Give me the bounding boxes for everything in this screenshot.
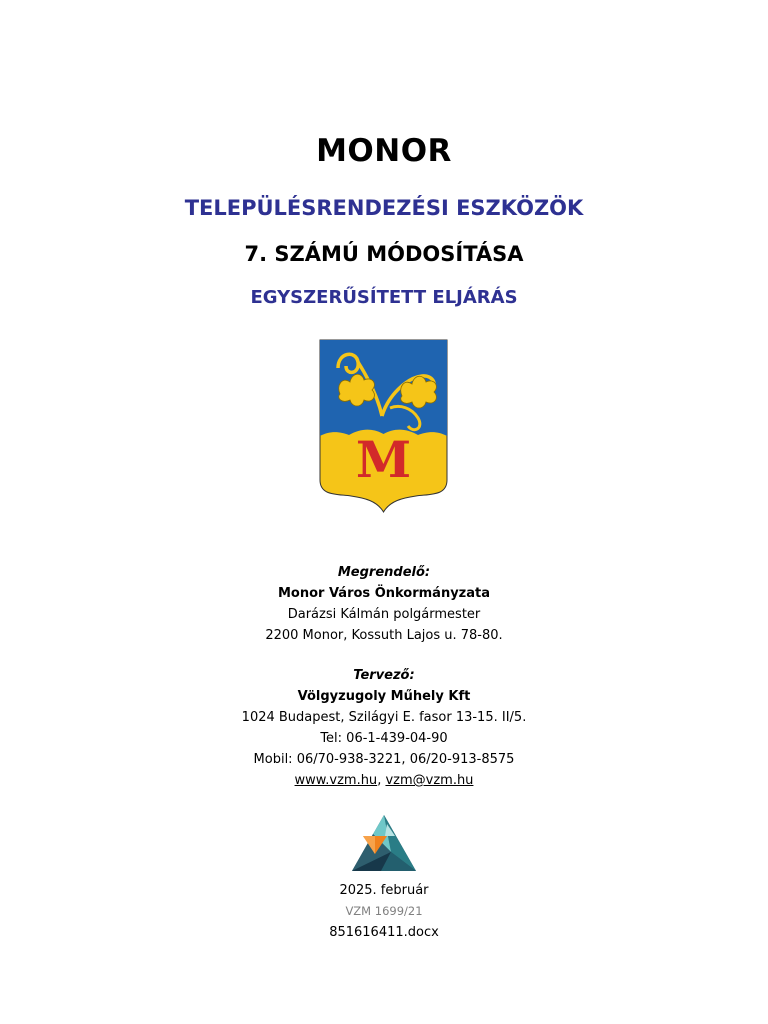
footer-block: [0, 880, 768, 943]
planner-tel: Tel: 06-1-439-04-90: [320, 731, 448, 746]
planner-name: Völgyzugoly Műhely Kft: [297, 689, 471, 704]
document-date: 2025. február: [339, 883, 429, 898]
client-person: Darázsi Kálmán polgármester: [287, 607, 481, 622]
svg-text:M: M: [355, 430, 412, 489]
modification-heading: 7. SZÁMÚ MÓDOSÍTÁSA: [244, 242, 524, 266]
email-link[interactable]: vzm@vzm.hu: [385, 773, 474, 788]
crest-letter: [356, 430, 411, 489]
client-name: Monor Város Önkormányzata: [277, 586, 491, 601]
project-reference: VZM 1699/21: [345, 904, 423, 918]
website-link[interactable]: www.vzm.hu: [294, 773, 378, 788]
document-subtitle: TELEPÜLÉSRENDEZÉSI ESZKÖZÖK: [184, 196, 584, 220]
planner-links: [0, 770, 768, 791]
client-label: Megrendelő:: [337, 565, 431, 580]
document-title: MONOR: [316, 133, 452, 169]
planner-label: Tervező:: [353, 668, 415, 683]
monor-coat-of-arms-icon: [318, 338, 449, 514]
planner-block: [0, 665, 768, 791]
vzm-mountain-logo-icon: [351, 814, 417, 872]
procedure-heading: EGYSZERŰSÍTETT ELJÁRÁS: [250, 287, 518, 308]
file-name: 851616411.docx: [329, 925, 439, 940]
client-block: [0, 562, 768, 646]
client-address: 2200 Monor, Kossuth Lajos u. 78-80.: [265, 628, 503, 643]
planner-address: 1024 Budapest, Szilágyi E. fasor 13-15. II/5.: [241, 710, 527, 725]
link-separator: ,: [377, 773, 386, 788]
planner-mobile: Mobil: 06/70-938-3221, 06/20-913-8575: [253, 752, 515, 767]
